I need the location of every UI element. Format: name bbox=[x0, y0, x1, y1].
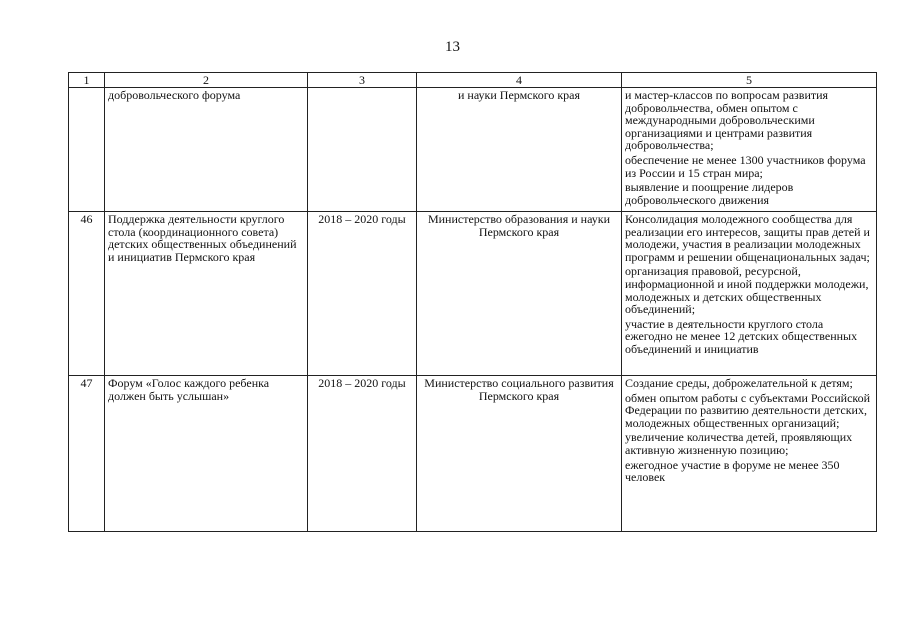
column-header-1: 1 bbox=[69, 73, 105, 88]
row-number: 47 bbox=[69, 376, 105, 532]
result-item: ежегодное участие в форуме не менее 350 человек bbox=[625, 457, 840, 485]
result-item: и мастер-классов по вопросам развития добровольчества, обмен опытом с международными добровольческими организациями и центрами развития добровольчества; bbox=[625, 88, 829, 153]
table-row bbox=[69, 376, 877, 532]
result-item: Создание среды, доброжелательной к детям; bbox=[625, 376, 853, 390]
row-number: 46 bbox=[69, 212, 105, 376]
result-item: выявление и поощрение лидеров добровольческого движения bbox=[625, 180, 794, 207]
table-row bbox=[69, 88, 877, 212]
result-item: участие в деятельности круглого стола ежегодно не менее 12 детских общественных объединений и инициатив bbox=[625, 316, 858, 356]
column-header-4: 4 bbox=[417, 73, 622, 88]
table-row bbox=[69, 212, 877, 376]
measures-table bbox=[68, 72, 877, 532]
event-name: добровольческого форума bbox=[105, 88, 308, 212]
event-years: 2018 – 2020 годы bbox=[308, 376, 417, 532]
result-item: обмен опытом работы с субъектами Российской Федерации по развитию деятельности детских, молодежных общественных организаций; bbox=[625, 390, 871, 430]
page-number: 13 bbox=[445, 39, 460, 55]
event-years: 2018 – 2020 годы bbox=[308, 212, 417, 376]
result-item: Консолидация молодежного сообщества для реализации его интересов, защиты прав детей и молодежи, участия в реализации молодежных программ и решении общенациональных задач; bbox=[625, 212, 870, 264]
column-header-5: 5 bbox=[622, 73, 877, 88]
responsible-ministry: и науки Пермского края bbox=[417, 88, 622, 212]
expected-results bbox=[622, 376, 877, 532]
responsible-ministry: Министерство образования и науки Пермского края bbox=[417, 212, 622, 376]
event-name: Форум «Голос каждого ребенка должен быть услышан» bbox=[105, 376, 308, 532]
column-header-2: 2 bbox=[105, 73, 308, 88]
column-header-3: 3 bbox=[308, 73, 417, 88]
result-item: увеличение количества детей, проявляющих активную жизненную позицию; bbox=[625, 430, 853, 457]
responsible-ministry: Министерство социального развития Пермского края bbox=[417, 376, 622, 532]
result-item: организация правовой, ресурсной, информационной и иной поддержки молодежи, молодежных и детских общественных объединений; bbox=[625, 264, 869, 317]
expected-results bbox=[622, 88, 877, 212]
row-number bbox=[69, 88, 105, 212]
event-years bbox=[308, 88, 417, 212]
table-header-row bbox=[69, 73, 877, 88]
result-item: обеспечение не менее 1300 участников форума из России и 15 стран мира; bbox=[625, 152, 866, 180]
expected-results bbox=[622, 212, 877, 376]
event-name: Поддержка деятельности круглого стола (координационного совета) детских общественных объединений и инициатив Пермского края bbox=[105, 212, 308, 376]
